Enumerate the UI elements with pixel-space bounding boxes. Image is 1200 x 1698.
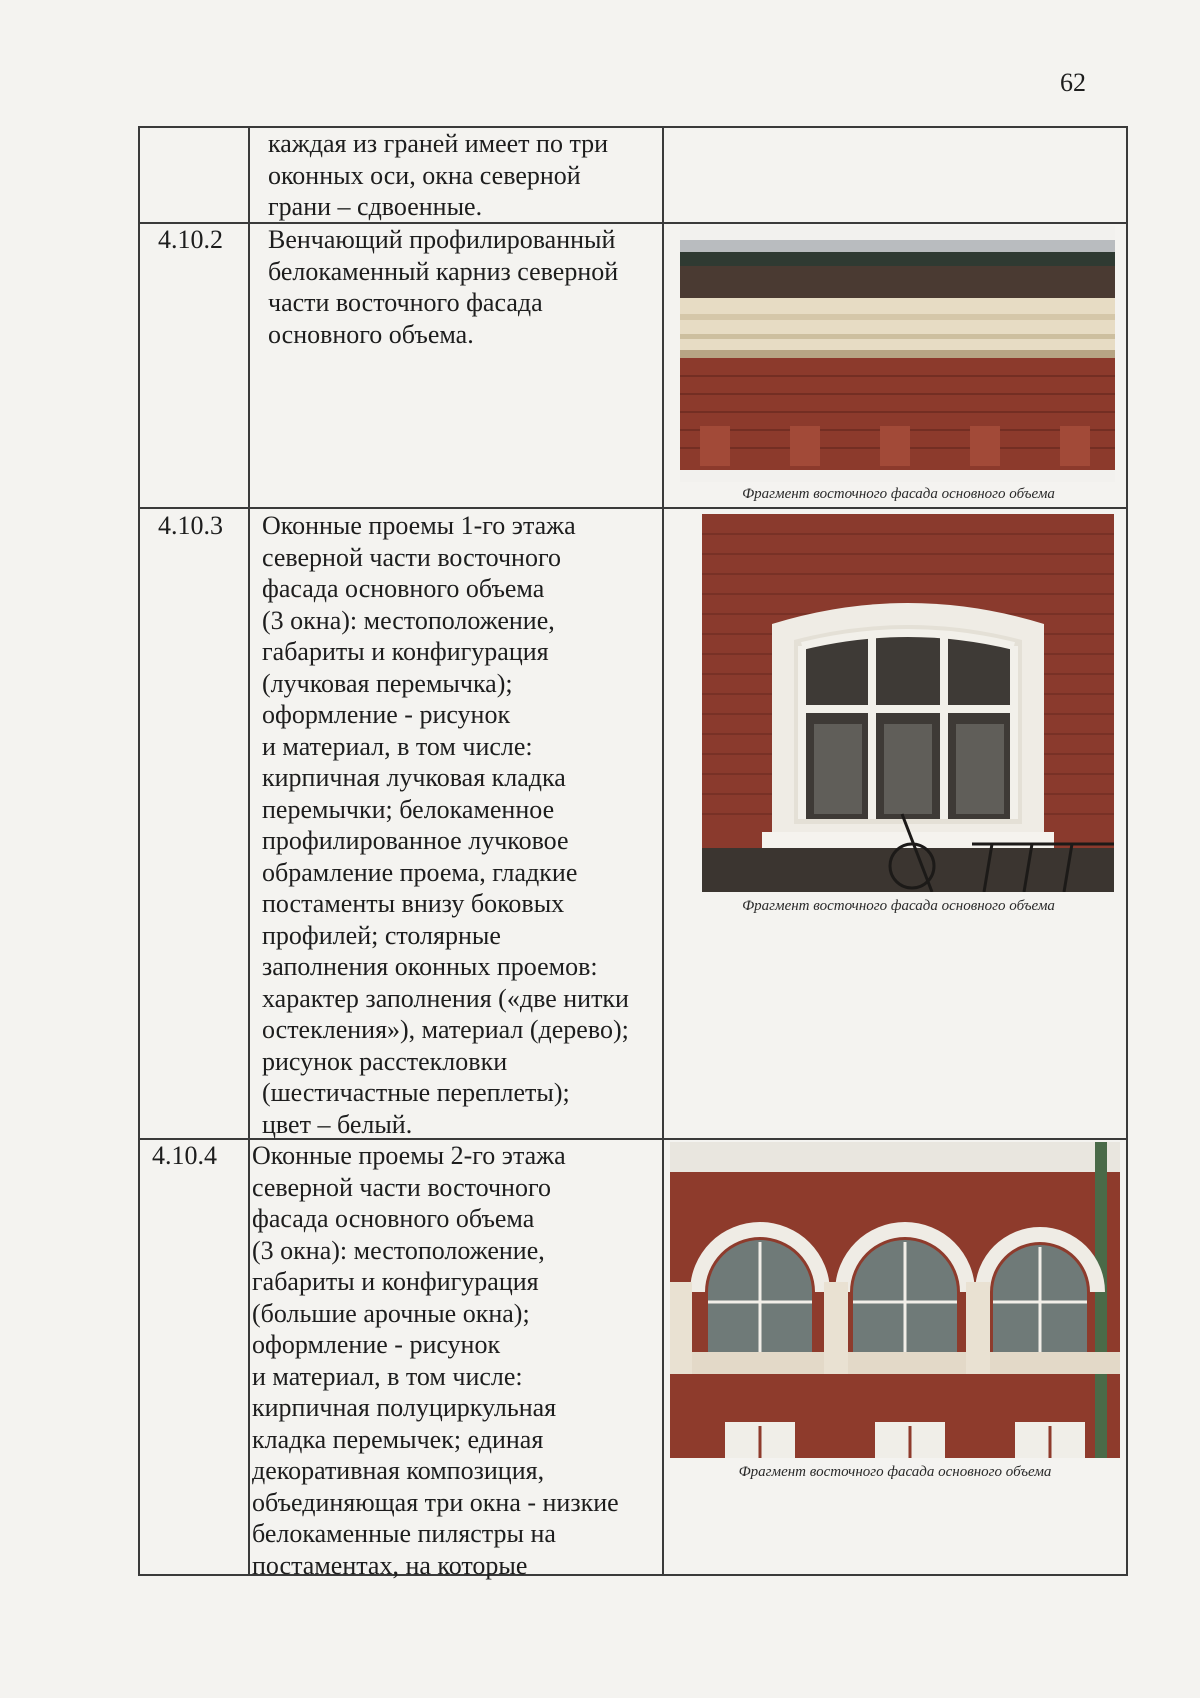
row-divider-2 — [138, 507, 1128, 509]
first-floor-window-caption: Фрагмент восточного фасада основного объема — [742, 898, 1055, 914]
row-1-text: каждая из граней имеет по три оконных оси, окна северной грани – сдвоенные. — [268, 129, 609, 221]
row-3-number: 4.10.3 — [158, 511, 223, 540]
row-4-text: Оконные проемы 2-го этажа северной части восточного фасада основного объема (3 окна): местоположение, габариты и конфигурация (большие арочные окна); оформление - рисунок и материал, в том числе: кирпичная полуциркульная кладка перемычек; единая декоративная композиция, объединяющая три окна - низкие белокаменные пилястры на постаментах, на которые — [252, 1141, 619, 1580]
cornice-photo-caption: Фрагмент восточного фасада основного объема — [742, 486, 1055, 502]
row-2-text: Венчающий профилированный белокаменный карниз северной части восточного фасада основного объема. — [268, 225, 619, 349]
cornice-photo — [680, 226, 1115, 482]
col-divider-1 — [248, 126, 250, 1576]
table-border-right — [1126, 126, 1128, 1576]
table-border-left — [138, 126, 140, 1576]
row-3-text: Оконные проемы 1-го этажа северной части восточного фасада основного объема (3 окна): местоположение, габариты и конфигурация (лучковая перемычка); оформление - рисунок и материал, в том числе: кирпичная лучковая кладка перемычки; белокаменное профилированное лучковое обрамление проема, гладкие постаменты внизу боковых профилей; столярные заполнения оконных проемов: характер заполнения («две нитки остекления»), материал (дерево); рисунок расстекловки (шестичастные переплеты); цвет – белый. — [262, 511, 629, 1139]
page-number: 62 — [1060, 68, 1086, 97]
row-4-number: 4.10.4 — [152, 1141, 217, 1170]
first-floor-window-photo — [702, 514, 1114, 892]
second-floor-windows-caption: Фрагмент восточного фасада основного объема — [738, 1464, 1052, 1480]
col-divider-2 — [662, 126, 664, 1576]
second-floor-windows-photo — [670, 1142, 1120, 1458]
row-2-number: 4.10.2 — [158, 225, 223, 254]
